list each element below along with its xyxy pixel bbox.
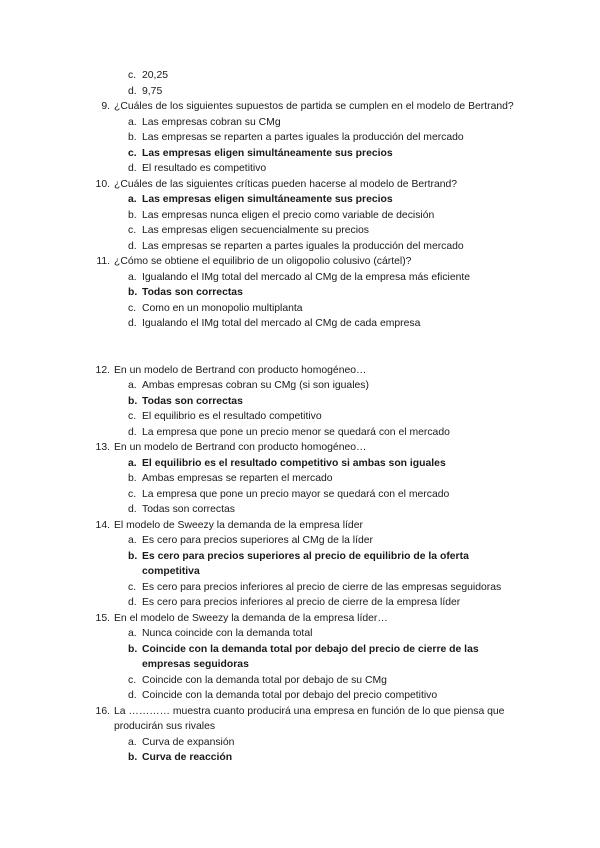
option-letter: c. [128,225,137,236]
option-text: 9,75 [142,85,163,97]
answer-option [0,378,600,394]
option-text: Coincide con la demanda total por debajo de su CMg [142,674,387,686]
option-text: Las empresas eligen simultáneamente sus precios [142,147,393,159]
answer-option [0,735,600,751]
question-block [0,99,600,177]
option-text: Nunca coincide con la demanda total [142,628,313,639]
answer-option [0,595,600,611]
option-letter: c. [128,674,137,686]
question-block [0,254,600,332]
option-letter: c. [128,302,137,314]
option-letter: a. [128,271,137,283]
answer-option [0,487,600,503]
option-text: Como en un monopolio multiplanta [142,302,303,314]
question-number: 9. [101,101,110,112]
answer-option [0,533,600,549]
option-text: El equilibrio es el resultado competitivo si ambas son iguales [142,457,446,469]
option-letter: c. [128,70,137,81]
question-block [0,518,600,611]
option-letter: c. [128,411,137,422]
answer-option [0,130,600,146]
question-number: 13. [95,442,110,453]
question-number: 16. [95,705,110,717]
option-letter: d. [128,690,137,701]
question-text: En un modelo de Bertrand con producto homogéneo… [114,364,367,376]
answer-option-correct [0,642,600,673]
answer-option-correct [0,394,600,410]
answer-option [0,316,600,332]
question-number: 14. [95,519,110,531]
option-letter: b. [128,550,138,562]
answer-option [0,673,600,689]
question-number: 10. [95,178,110,190]
question-number: 15. [95,612,110,624]
option-text: Las empresas cobran su CMg [142,116,281,128]
document-page [0,68,600,766]
answer-option [0,68,600,84]
question-line [0,99,600,115]
option-letter: b. [128,395,138,407]
option-letter: a. [128,535,137,546]
answer-option [0,626,600,642]
answer-option [0,409,600,425]
option-letter: d. [128,318,137,329]
option-letter: b. [128,643,138,655]
option-letter: d. [128,504,137,515]
question-text: En el modelo de Sweezy la demanda de la empresa líder… [114,612,388,624]
option-text: Igualando el IMg total del mercado al CMg de la empresa más eficiente [142,271,471,283]
answer-option-correct [0,456,600,472]
answer-option [0,208,600,224]
option-text: Todas son correctas [142,287,243,298]
answer-option [0,471,600,487]
question-text: ¿Cuáles de los siguientes supuestos de partida se cumplen en el modelo de Bertrand? [114,101,514,112]
question-text: La ………… muestra cuanto producirá una empresa en función de lo que piensa que producirán sus rivales [114,705,505,732]
option-text: Curva de reacción [142,752,233,763]
option-text: Es cero para precios inferiores al precio de cierre de las empresas seguidoras [142,581,502,593]
option-letter: d. [128,163,137,174]
option-text: Curva de expansión [142,736,235,748]
answer-option-correct [0,549,600,580]
option-text: Todas son correctas [142,504,235,515]
option-text: Las empresas eligen secuencialmente su precios [142,225,369,236]
option-letter: a. [128,380,137,391]
option-text: Ambas empresas cobran su CMg (si son iguales) [142,380,369,391]
option-text: El equilibrio es el resultado competitivo [142,411,322,422]
question-line [0,704,600,735]
option-letter: c. [128,581,137,593]
option-text: El resultado es competitivo [142,163,267,174]
answer-option [0,301,600,317]
answer-option [0,115,600,131]
question-line [0,518,600,534]
option-letter: a. [128,457,137,469]
question-line [0,611,600,627]
question-block [0,363,600,441]
question-line [0,363,600,379]
option-letter: a. [128,194,137,205]
answer-option [0,161,600,177]
answer-option-correct [0,192,600,208]
question-number: 12. [95,364,110,376]
answer-option [0,239,600,255]
option-text: La empresa que pone un precio mayor se quedará con el mercado [142,488,450,500]
option-letter: d. [128,85,137,97]
option-text: Coincide con la demanda total por debajo del precio competitivo [142,690,438,701]
option-text: 20,25 [142,70,169,81]
spacer [0,332,600,363]
question-line [0,177,600,193]
option-letter: c. [128,488,137,500]
option-letter: b. [128,752,138,763]
question-text: El modelo de Sweezy la demanda de la empresa líder [114,519,363,531]
answer-option [0,688,600,704]
option-letter: b. [128,209,137,221]
option-text: Todas son correctas [142,395,243,407]
option-letter: a. [128,628,137,639]
answer-option-correct [0,146,600,162]
option-letter: a. [128,736,137,748]
answer-option [0,84,600,100]
question-line [0,440,600,456]
option-text: Coincide con la demanda total por debajo del precio de cierre de las empresas seguidoras [142,643,479,670]
option-text: La empresa que pone un precio menor se quedará con el mercado [142,426,450,438]
option-letter: d. [128,426,137,438]
option-text: Igualando el IMg total del mercado al CMg de cada empresa [142,318,421,329]
question-text: ¿Cuáles de las siguientes críticas pueden hacerse al modelo de Bertrand? [114,178,458,190]
option-text: Las empresas se reparten a partes iguales la producción del mercado [142,132,464,143]
question-block [0,704,600,766]
leading-options [0,68,600,99]
option-letter: b. [128,132,137,143]
answer-option [0,580,600,596]
option-text: Es cero para precios superiores al precio de equilibrio de la oferta competitiva [142,550,469,577]
answer-option [0,425,600,441]
question-number: 11. [96,256,110,267]
option-letter: d. [128,240,137,252]
option-letter: d. [128,597,137,608]
option-text: Las empresas se reparten a partes iguales la producción del mercado [142,240,464,252]
answer-option-correct [0,750,600,766]
question-text: En un modelo de Bertrand con producto homogéneo… [114,442,367,453]
answer-option [0,270,600,286]
question-block [0,611,600,704]
option-letter: a. [128,116,137,128]
option-text: Es cero para precios inferiores al precio de cierre de la empresa líder [142,597,461,608]
option-text: Las empresas eligen simultáneamente sus precios [142,194,393,205]
question-line [0,254,600,270]
option-letter: c. [128,147,137,159]
question-block [0,440,600,518]
option-letter: b. [128,287,138,298]
option-text: Ambas empresas se reparten el mercado [142,473,333,484]
option-text: Las empresas nunca eligen el precio como variable de decisión [142,209,435,221]
question-text: ¿Cómo se obtiene el equilibrio de un oligopolio colusivo (cártel)? [114,256,412,267]
answer-option [0,223,600,239]
option-letter: b. [128,473,137,484]
answer-option [0,502,600,518]
answer-option-correct [0,285,600,301]
option-text: Es cero para precios superiores al CMg de la líder [142,535,374,546]
question-block [0,177,600,255]
